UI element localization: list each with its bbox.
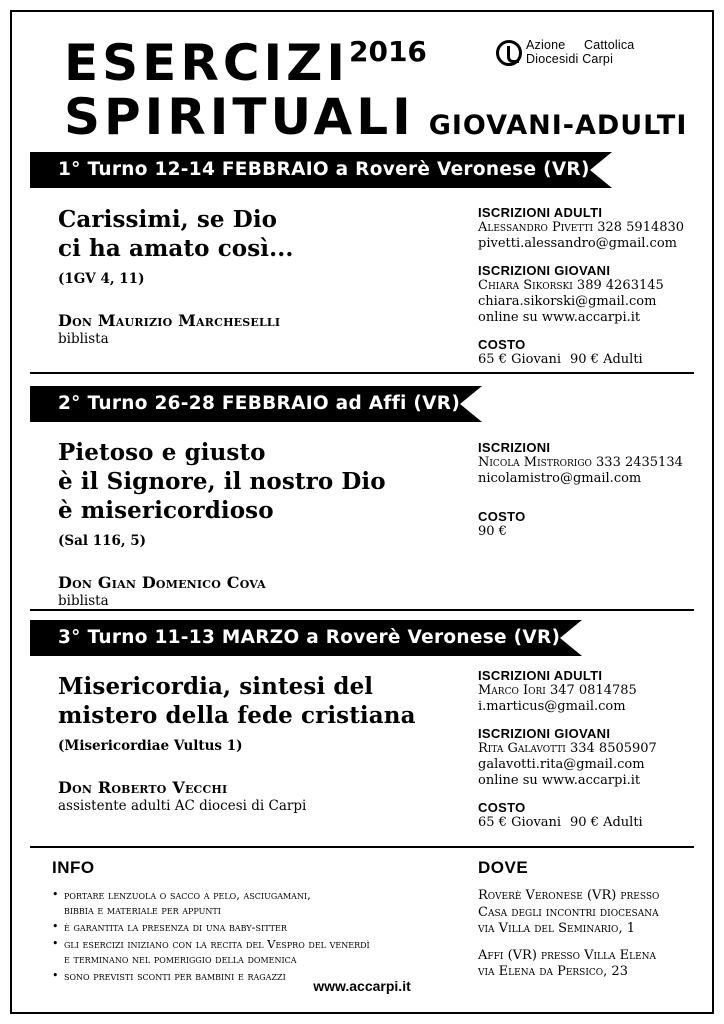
info-block-costo-2	[478, 509, 696, 540]
info-email[interactable]: pivetti.alessandro@gmail.com	[478, 236, 677, 251]
info-line: Nicola Mistrorigo 333 2435134	[478, 455, 683, 470]
cost-head: COSTO	[478, 509, 526, 524]
bullet-line-2: bibbia e materiale per appunti	[64, 903, 221, 917]
info-head: ISCRIZIONI ADULTI	[478, 668, 603, 683]
venue-line: Roverè Veronese (VR) presso	[478, 888, 660, 903]
info-online-link[interactable]: online su www.accarpi.it	[478, 310, 641, 325]
info-block-costo-3	[478, 800, 696, 831]
logo-dicarpi: di Carpi	[568, 52, 614, 66]
info-block-adulti-1	[478, 205, 696, 252]
info-block-adulti-3	[478, 668, 696, 715]
info-line: Rita Galavotti 334 8505907	[478, 741, 657, 756]
turn-speaker-3: Don Roberto Vecchi	[58, 778, 228, 797]
footer-info-column	[52, 858, 432, 986]
list-item	[52, 920, 432, 935]
verse-line: ci ha amato così...	[58, 235, 294, 262]
info-email[interactable]: i.marticus@gmail.com	[478, 699, 626, 714]
info-head: ISCRIZIONI GIOVANI	[478, 726, 611, 741]
cost-adulti: 90 € Adulti	[570, 815, 643, 830]
turn-banner-3: 3° Turno 11-13 MARZO a Roverè Veronese (VR)	[30, 620, 560, 656]
info-line: Marco Iori 347 0814785	[478, 683, 637, 698]
bullet-line-1: gli esercizi iniziano con la recita del Vespro del venerdì	[64, 937, 370, 951]
turn-banner-2: 2° Turno 26-28 FEBBRAIO ad Affi (VR)	[30, 386, 460, 422]
turn-verse-3	[58, 672, 458, 730]
turn-content-1	[58, 205, 458, 348]
verse-line: Carissimi, se Dio	[58, 206, 278, 233]
turn-info-2	[478, 440, 696, 551]
title-audience: GIOVANI-ADULTI	[428, 110, 688, 141]
title-word-spirituali: SPIRITUALI	[64, 88, 415, 146]
logo-diocesi: Diocesi	[526, 52, 569, 66]
logo	[496, 38, 676, 78]
info-head: ISCRIZIONI ADULTI	[478, 205, 603, 220]
list-item	[52, 937, 432, 967]
turn-verse-ref-3: (Misericordiae Vultus 1)	[58, 738, 243, 754]
info-email[interactable]: nicolamistro@gmail.com	[478, 471, 642, 486]
verse-line: Misericordia, sintesi del	[58, 673, 374, 700]
info-block-iscrizioni-2	[478, 440, 696, 487]
cost-row	[478, 352, 696, 368]
info-online-link[interactable]: online su www.accarpi.it	[478, 773, 641, 788]
info-line: Alessandro Pivetti 328 5914830	[478, 220, 685, 235]
ac-monogram-icon	[496, 40, 522, 66]
bullet-line-2: e terminano nel pomeriggio della domenica	[64, 952, 297, 966]
title-word-esercizi: ESERCIZI	[64, 34, 349, 92]
turn-speaker-1: Don Maurizio Marcheselli	[58, 311, 281, 330]
turn-verse-2	[58, 438, 458, 525]
title-year: 2016	[348, 35, 427, 68]
turn-speaker-role-2: biblista	[58, 593, 109, 609]
cost-row	[478, 524, 696, 540]
info-head: ISCRIZIONI	[478, 440, 551, 455]
cost-giovani: 65 € Giovani	[478, 815, 562, 830]
venue-line: Affi (VR) presso Villa Elena	[478, 947, 657, 963]
info-block-costo-1	[478, 337, 696, 368]
footer-info-head: INFO	[52, 858, 95, 877]
turn-speaker-role-1: biblista	[58, 331, 109, 347]
turn-speaker-2: Don Gian Domenico Cova	[58, 573, 266, 592]
logo-cattolica: Cattolica	[584, 38, 635, 52]
turn-verse-ref-1: (1GV 4, 11)	[58, 271, 145, 287]
bullet-line-1: sono previsti sconti per bambini e ragazzi	[64, 969, 286, 983]
divider	[30, 372, 694, 374]
turn-info-1	[478, 205, 696, 379]
turn-info-3	[478, 668, 696, 842]
info-email[interactable]: galavotti.rita@gmail.com	[478, 757, 645, 772]
venue-2	[478, 948, 708, 981]
turn-verse-1	[58, 205, 458, 263]
cost-head: COSTO	[478, 337, 526, 352]
venue-line: Casa degli incontri diocesana	[478, 904, 659, 920]
logo-text	[526, 38, 644, 66]
info-email[interactable]: chiara.sikorski@gmail.com	[478, 294, 657, 309]
turn-banner-1: 1° Turno 12-14 FEBBRAIO a Roverè Veronese (VR)	[30, 152, 590, 188]
divider	[30, 609, 694, 611]
footer-dove-head: DOVE	[478, 858, 529, 877]
turn-speaker-role-3: assistente adulti AC diocesi di Carpi	[58, 798, 307, 814]
page-subtitle	[64, 88, 688, 146]
footer-dove-column	[478, 858, 708, 981]
bullet-line-1: portare lenzuola o sacco a pelo, asciugamani,	[64, 888, 311, 902]
verse-line: Pietoso e giusto	[58, 439, 266, 466]
cost-adulti: 90 € Adulti	[570, 352, 643, 367]
logo-azione: Azione	[526, 38, 566, 52]
verse-line: mistero della fede cristiana	[58, 702, 416, 729]
venue-1	[478, 888, 708, 938]
list-item	[52, 888, 432, 918]
turn-verse-ref-2: (Sal 116, 5)	[58, 533, 147, 549]
verse-line: è il Signore, il nostro Dio	[58, 468, 386, 495]
website-link[interactable]: www.accarpi.it	[313, 978, 411, 994]
cost-head: COSTO	[478, 800, 526, 815]
venue-line: via Villa del Seminario, 1	[478, 921, 635, 936]
turn-content-3	[58, 672, 458, 815]
venue-line: via Elena da Persico, 23	[478, 964, 628, 979]
page-title	[64, 34, 427, 92]
info-head: ISCRIZIONI GIOVANI	[478, 263, 611, 278]
turn-content-2	[58, 438, 458, 610]
poster-header	[30, 22, 690, 146]
cost-row	[478, 815, 696, 831]
footer-bullet-list	[52, 888, 432, 984]
verse-line: è misericordioso	[58, 497, 274, 524]
bullet-line-1: è garantita la presenza di una baby-sitter	[64, 920, 287, 934]
info-line: Chiara Sikorski 389 4263145	[478, 278, 664, 293]
footer	[30, 846, 694, 994]
info-block-giovani-3	[478, 726, 696, 789]
cost-giovani: 65 € Giovani	[478, 352, 562, 367]
info-block-giovani-1	[478, 263, 696, 326]
cost-giovani: 90 €	[478, 524, 507, 539]
